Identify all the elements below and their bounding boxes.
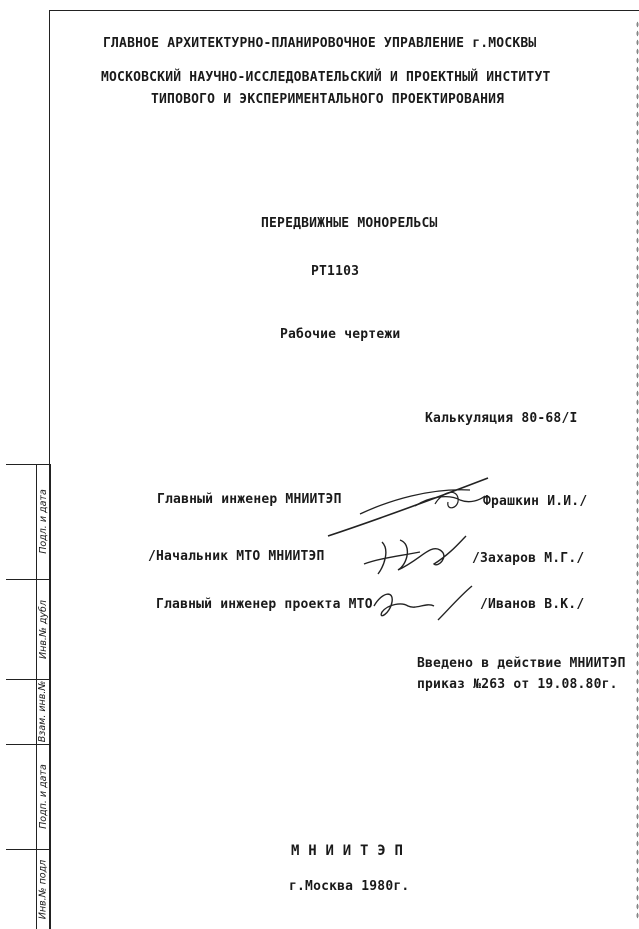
document-subtitle: Рабочие чертежи [280, 327, 401, 342]
stamp-label: Подп. и дата [37, 764, 49, 829]
enactment-line-2: приказ №263 от 19.08.80г. [417, 677, 618, 692]
header-line-3: ТИПОВОГО И ЭКСПЕРИМЕНТАЛЬНОГО ПРОЕКТИРОВАНИЯ [151, 92, 505, 107]
signatory-name-3: /Иванов В.К./ [480, 597, 585, 612]
stamp-label: Инв.№ дубл [37, 599, 49, 659]
signatory-name-2: /Захаров М.Г./ [472, 551, 585, 566]
signatory-role-1: Главный инженер МНИИТЭП [157, 492, 342, 507]
signatory-role-2: /Начальник МТО МНИИТЭП [148, 549, 325, 564]
footer-city-year: г.Москва 1980г. [289, 879, 410, 894]
margin-stamp [6, 464, 50, 929]
stamp-label: Взам. инв.№ [37, 680, 49, 743]
signatory-name-1: Фрашкин И.И./ [483, 494, 588, 509]
stamp-label: Подл. и дата [37, 489, 49, 554]
signatory-role-3: Главный инженер проекта МТО [156, 597, 373, 612]
header-line-1: ГЛАВНОЕ АРХИТЕКТУРНО-ПЛАНИРОВОЧНОЕ УПРАВЛЕНИЕ г.МОСКВЫ [103, 36, 537, 51]
header-line-2: МОСКОВСКИЙ НАУЧНО-ИССЛЕДОВАТЕЛЬСКИЙ И ПРОЕКТНЫЙ ИНСТИТУТ [101, 70, 551, 85]
calculation-number: Калькуляция 80-68/I [425, 411, 578, 426]
stamp-outer-line [50, 464, 51, 929]
stamp-label: Инв.№ подл [37, 859, 49, 919]
document-code: РТ1103 [311, 264, 360, 279]
footer-organization: М Н И И Т Э П [291, 843, 404, 859]
signature-3 [368, 584, 478, 626]
enactment-line-1: Введено в действие МНИИТЭП [417, 656, 626, 671]
signature-2 [360, 530, 470, 578]
frame-top-border [50, 10, 639, 11]
document-title: ПЕРЕДВИЖНЫЕ МОНОРЕЛЬСЫ [261, 216, 438, 231]
